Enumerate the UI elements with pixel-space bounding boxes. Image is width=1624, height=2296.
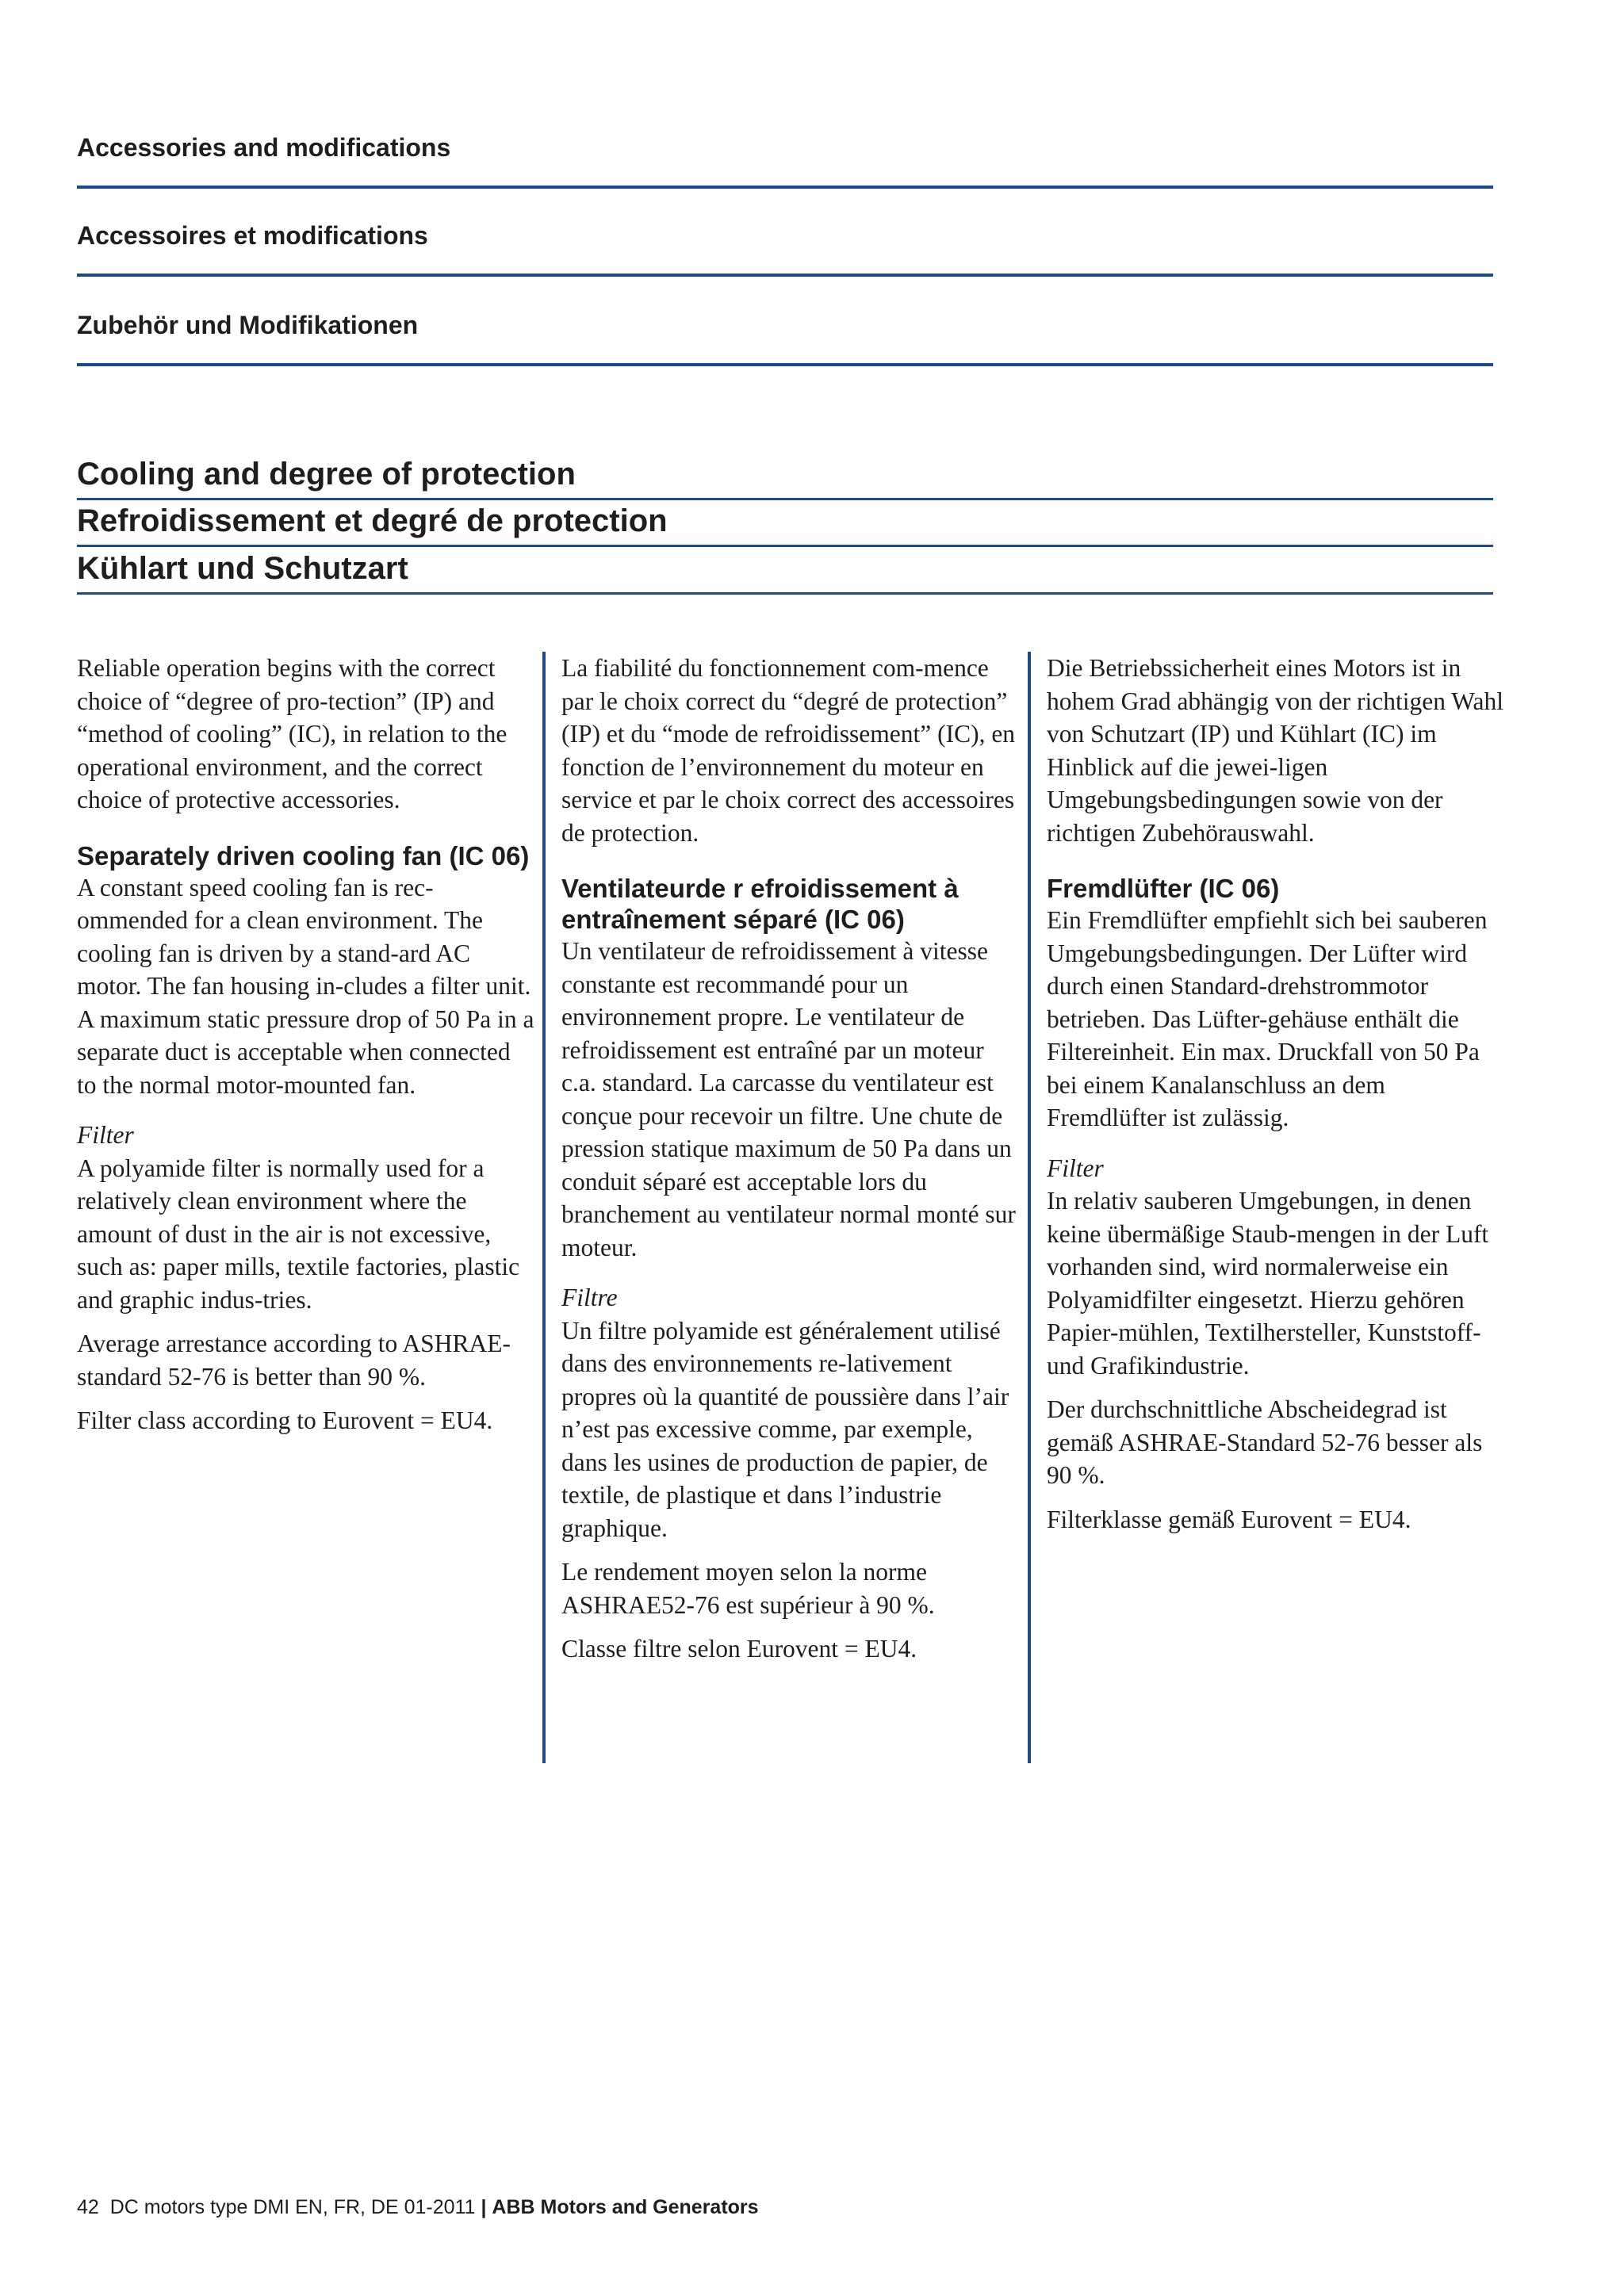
cooling-fan-heading: Separately driven cooling fan (IC 06) — [77, 840, 530, 871]
filter-paragraph: A polyamide filter is normally used for a relatively clean environment where the amount of dust in the air is not excessive, such as: paper mills, textile factories, plastic and graphic indus-tries. — [77, 1154, 520, 1314]
header-line-fr: Accessoires et modifications — [77, 220, 1493, 277]
page-footer — [77, 2196, 759, 2219]
cooling-fan-paragraph: Ein Fremdlüfter empfiehlt sich bei sauberen Umgebungsbedingungen. Der Lüfter wird durch einen Standard-drehstrommotor betrieben. Das Lüfter-gehäuse enthält die Filtereinheit. Ein max. Druckfall von 50 Pa bei einem Kanalanschluss an dem Fremdlüfter ist zulässig. — [1047, 906, 1488, 1131]
cooling-fan-paragraph: Un ventilateur de refroidissement à vitesse constante est recommandé pour un environnement propre. Le ventilateur de refroidissement est entraîné par un moteur c.a. standard. La carcasse du ventilateur est conçue pour recevoir un filtre. Une chute de pression statique maximum de 50 Pa dans un conduit séparé est acceptable lors du branchement au ventilateur normal monté sur moteur. — [561, 937, 1016, 1261]
filter-paragraph: Un filtre polyamide est généralement utilisé dans des environnements re-lativement propres où la quantité de poussière dans l’air n’est pas excessive comme, par exemple, dans les usines de production de papier, de textile, de plastique et dans l’industrie graphique. — [561, 1316, 1009, 1542]
cooling-fan-heading: Ventilateurde r efroidissement à entraînement séparé (IC 06) — [561, 874, 959, 934]
document-title: DC motors type DMI EN, FR, DE 01-2011 — [109, 2196, 476, 2218]
filter-class-paragraph: Classe filtre selon Eurovent = EU4. — [561, 1635, 917, 1663]
filter-paragraph: In relativ sauberen Umgebungen, in denen keine übermäßige Staub-mengen in der Luft vorhanden sind, wird normalerweise ein Polyamidfilter eingesetzt. Hierzu gehören Papier-mühlen, Textilhersteller, Kunststoff- und Grafikindustrie. — [1047, 1187, 1489, 1380]
cooling-fan-heading: Fremdlüfter (IC 06) — [1047, 874, 1280, 903]
cooling-fan-paragraph: A constant speed cooling fan is rec-ommended for a clean environment. The cooling fan is driven by a stand-ard AC motor. The fan housing in-cludes a filter unit. A maximum static pressure drop of 50 Pa in a separate duct is acceptable when connected to the normal motor-mounted fan. — [77, 873, 534, 1099]
intro-paragraph: Reliable operation begins with the correct choice of “degree of pro-tection” (IP) and “method of cooling” (IC), in relation to the operational environment, and the correct choice of protective accessories. — [77, 654, 508, 813]
intro-paragraph: La fiabilité du fonctionnement com-mence par le choix correct du “degré de protection” (IP) et du “mode de refroidissement” (IC), en fonction de l’environnement du moteur en service et par le choix correct des accessoires de protection. — [561, 654, 1016, 847]
filter-subheading: Filter — [77, 1121, 134, 1149]
column-english — [77, 652, 535, 1448]
filter-class-paragraph: Filter class according to Eurovent = EU4. — [77, 1406, 493, 1434]
brand-name: ABB Motors and Generators — [492, 2196, 759, 2218]
filter-class-paragraph: Filterklasse gemäß Eurovent = EU4. — [1047, 1505, 1411, 1533]
page-number: 42 — [77, 2196, 99, 2218]
arrestance-paragraph: Average arrestance according to ASHRAE-standard 52-76 is better than 90 %. — [77, 1330, 511, 1391]
arrestance-paragraph: Le rendement moyen selon la norme ASHRAE52-76 est supérieur à 90 %. — [561, 1558, 935, 1619]
column-french — [561, 652, 1020, 1677]
column-divider — [1028, 652, 1031, 1763]
footer-separator: | — [481, 2196, 487, 2218]
section-title-en: Cooling and degree of protection — [77, 453, 1493, 500]
arrestance-paragraph: Der durchschnittliche Abscheidegrad ist gemäß ASHRAE-Standard 52-76 besser als 90 %. — [1047, 1395, 1483, 1489]
column-german — [1047, 652, 1505, 1547]
filter-subheading: Filtre — [561, 1284, 618, 1311]
column-divider — [542, 652, 546, 1763]
filter-subheading: Filter — [1047, 1154, 1104, 1182]
header-line-de: Zubehör und Modifikationen — [77, 309, 1493, 366]
header-line-en: Accessories and modifications — [77, 132, 1493, 189]
intro-paragraph: Die Betriebssicherheit eines Motors ist in hohem Grad abhängig von der richtigen Wahl von Schutzart (IP) und Kühlart (IC) im Hinblick auf die jewei-ligen Umgebungsbedingungen sowie von der richtigen Zubehörauswahl. — [1047, 654, 1503, 847]
section-title-fr: Refroidissement et degré de protection — [77, 500, 1493, 547]
section-title-de: Kühlart und Schutzart — [77, 548, 1493, 595]
